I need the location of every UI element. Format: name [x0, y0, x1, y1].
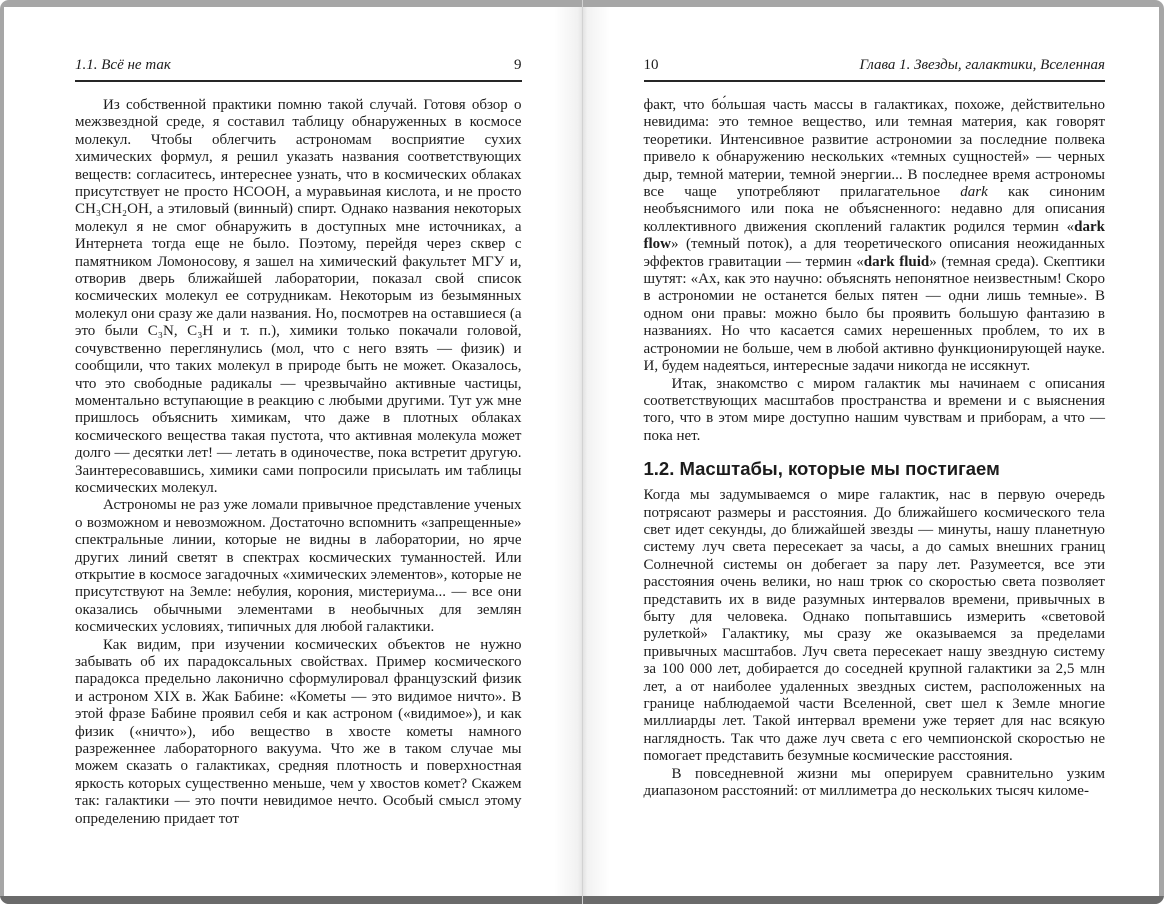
- page-right: [582, 7, 1160, 896]
- paragraph: Когда мы задумываемся о мире галактик, нас в первую очередь потрясают размеры и расстояния. До ближайшего космического тела свет идет секунды, до ближайшей звезды — минуты, нашу планетную систему луч света пересекает за часы, а до самых внешних границ Солнечной системы он добегает за пару лет. Разумеется, все эти расстояния очень велики, но наш трюк со скоростью света позволяет представить их в виде разумных интервалов времени, привычных в быту для человека. Однако попытавшись измерить «световой рулеткой» Галактику, мы сразу же оказываемся за пределами привычных масштабов. Луч света пересекает нашу звездную систему за 100 000 лет, добирается до соседней крупной галактики за 2,5 млн лет, а от наиболее удаленных звездных систем, расположенных на границе наблюдаемой части Вселенной, свет шел к Земле многие миллиарды лет. Такой интервал времени уже теряет для нас всякую наглядность. Так что даже луч света с его чемпионской скоростью не помогает представить безумные космические расстояния.: [643, 487, 1105, 765]
- page-right-header: [644, 57, 1106, 82]
- section-heading: 1.2. Масштабы, которые мы постигаем: [643, 458, 1000, 480]
- running-title-left: 1.1. Всё не так: [75, 57, 171, 73]
- running-title-right: Глава 1. Звезды, галактики, Вселенная: [859, 57, 1105, 73]
- page-left-header: [75, 57, 522, 82]
- paragraph: Астрономы не раз уже ломали привычное представление ученых о возможном и невозможном. Достаточно вспомнить «запрещенные» спектральные линии, которые не видны в лаборатории, но ярче других линий светят в спектрах космических туманностей. Или открытие в космосе загадочных «химических элементов», которые не присутствуют на Земле: небулия, корония, мистериума... — все они оказались обычными элементами в необычных для землян космических условиях, типичных для любой галактики.: [75, 497, 522, 636]
- paragraph: В повседневной жизни мы оперируем сравнительно узким диапазоном расстояний: от миллиметра до нескольких тысяч киломе-: [643, 765, 1105, 800]
- paragraph: Как видим, при изучении космических объектов не нужно забывать об их парадоксальных свойствах. Пример космического парадокса предельно лаконично сформулировал французский физик и астроном XIX в. Жак Бабине: «Кометы — это видимое ничто». В этой фразе Бабине проявил себя и как астроном («видимое»), и как физик («ничто»), ибо вещество в хвосте кометы намного разреженнее лабораторного вакуума. Что же в таком случае мы можем сказать о галактиках, средняя плотность и поверхностная яркость которых существенно меньше, чем у хвостов комет? Скажем так: галактики — это почти невидимое нечто. Особый смысл этому определению придает тот: [75, 636, 522, 827]
- page-left: [4, 7, 582, 896]
- book-spine: [582, 0, 583, 904]
- page-number-right: 10: [643, 57, 659, 73]
- page-right-inner: [644, 7, 1106, 896]
- page-left-inner: [75, 7, 522, 896]
- paragraph: факт, что бо́льшая часть массы в галактиках, похоже, действительно невидима: это темное вещество, или темная материя, как говорят теоретики. Интенсивное развитие астрономии за последние полвека привело к обнаружению нескольких «темных сущностей» — черных дыр, темной материи, темной энергии... В последнее время астрономы все чаще употребляют прилагательное dark как синоним необъяснимого или пока не объясненного: недавно для описания коллективного движения скоплений галактик родился термин «dark flow» (темный поток), а для теоретического описания неожиданных эффектов гравитации — термин «dark fluid» (темная среда). Скептики шутят: «Ах, как это научно: объяснять непонятное неизвестным! Скоро в астрономии не останется белых пятен — одни лишь темные». В одном они правы: можно было бы проявить большую фантазию в названиях. Но что касается самих нерешенных проблем, то их в астрономии не больше, чем в любой активно функционирующей науке. И, будем надеяться, интересные задачи никогда не иссякнут.: [643, 97, 1105, 375]
- paragraph: Из собственной практики помню такой случай. Готовя обзор о межзвездной среде, я составил таблицу обнаруженных в космосе молекул. Чтобы облегчить астрономам восприятие сухих химических формул, я решил указать названия соответствующих веществ: согласитесь, интереснее узнать, что в космических облаках присутствует не просто HCOOH, а муравьиная кислота, и не просто CH₃CH₂OH, а этиловый (винный) спирт. Однако названия некоторых молекул я не смог обнаружить в доступных мне источниках, а Интернета тогда еще не было. Поэтому, перейдя через сквер с памятником Ломоносову, я зашел на химический факультет МГУ и, отворив дверь ближайшей лаборатории, показал свой список космических молекул ее сотрудникам. Некоторым из безымянных молекул они сразу же дали названия. Но, посмотрев на оставшиеся (а это были C₃N, C₃H и т. п.), химики только покачали головой, сочувственно переглянулись (мол, что с него взять — физик) и сообщили, что таких молекул в природе быть не может. Оказалось, что это свободные радикалы — чрезвычайно активные частицы, моментально вступающие в реакцию с любыми другими. Тут уж мне пришлось объяснить химикам, что даже в плотных облаках космического вещества такая пустота, что активная молекула может долго — десятки лет! — летать в одиночестве, пока встретит другую. Заинтересовавшись, химики сами попросили присылать им таблицы космических молекул.: [75, 97, 522, 496]
- page-number-left: 9: [514, 57, 522, 73]
- page-left-body: [75, 97, 522, 828]
- page-right-body: [644, 97, 1106, 800]
- paragraph: Итак, знакомство с миром галактик мы начинаем с описания соответствующих масштабов пространства и времени и с выяснения того, что в этом мире доступно нашим чувствам и приборам, а что — пока нет.: [643, 375, 1105, 444]
